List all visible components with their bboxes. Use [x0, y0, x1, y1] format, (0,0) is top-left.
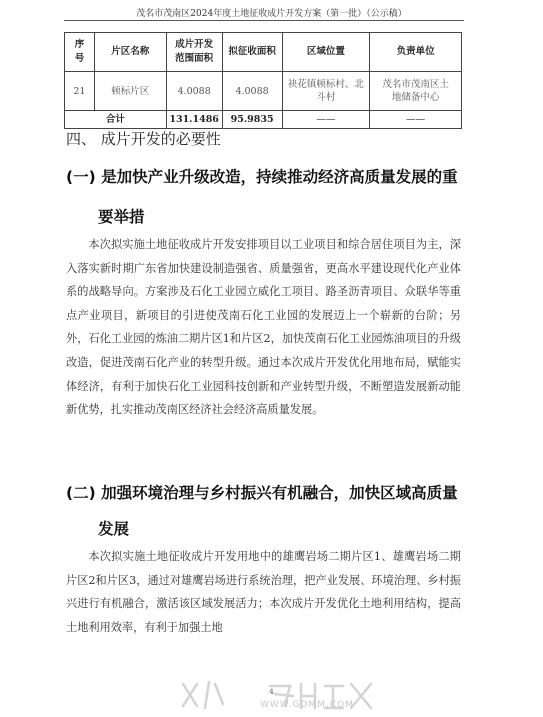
watermark-text: WWW.GDMM.COM	[260, 700, 354, 710]
header-cell: 负责单位	[370, 33, 462, 72]
total-location: ——	[282, 111, 370, 129]
cell-unit: 茂名市茂南区土 地储备中心	[370, 72, 462, 111]
header-cell: 拟征收面积	[222, 33, 282, 72]
subheading-2-cont: 发展	[98, 520, 130, 538]
header-cell: 片区名称	[94, 33, 166, 72]
section-heading: 四、 成片开发的必要性	[66, 130, 221, 148]
paragraph-2: 本次拟实施土地征收成片开发用地中的雄鹰岩场二期片区1、雄鹰岩场二期片区2和片区3，通过对雄鹰岩场进行系统治理，把产业发展、环境治理、乡村振兴进行有机融合，激活该区域发展活力；本次成片开发优化土地利用结构，提高土地利用效率，有利于加强土地	[66, 550, 461, 634]
cell-name: 顿标片区	[94, 72, 166, 111]
cell-area1: 4.0088	[166, 72, 222, 111]
total-label: 合计	[65, 111, 167, 129]
table-row	[65, 72, 462, 111]
cell-location: 袂花镇顿标村、北 斗村	[282, 72, 370, 111]
total-area1: 131.1486	[166, 111, 222, 129]
watermark-logo	[175, 676, 395, 716]
subheading-2: (二) 加强环境治理与乡村振兴有机融合，加快区域高质量	[66, 484, 458, 502]
header-cell: 区域位置	[282, 33, 370, 72]
table-total-row	[65, 111, 462, 129]
land-table	[64, 32, 462, 129]
cell-area2: 4.0088	[222, 72, 282, 111]
paragraph-1: 本次拟实施土地征收成片开发安排项目以工业项目和综合居住项目为主，深入落实新时期广东省加快建设制造强省、质量强省，更高水平建设现代化产业体系的战略导向。方案涉及石化工业园立威化工项目、路圣沥青项目、众联华等重点产业项目，新项目的引进使茂南石化工业园的发展迈上一个崭新的台阶；另外，石化工业园的炼油二期片区1和片区2，加快茂南石化工业园炼油项目的升级改造，促进茂南石化产业的转型升级。通过本次成片开发优化用地布局，赋能实体经济，有利于加快石化工业园科技创新和产业转型升级，不断塑造发展新动能新优势，扎实推动茂南区经济社会经济高质量发展。	[66, 238, 461, 417]
cell-index: 21	[65, 72, 95, 111]
header-cell: 成片开发 范围面积	[166, 33, 222, 72]
subheading-1: (一) 是加快产业升级改造，持续推动经济高质量发展的重	[66, 168, 458, 186]
subheading-1-cont: 要举措	[98, 208, 145, 226]
header-rule	[64, 20, 464, 21]
header-cell: 序 号	[65, 33, 95, 72]
page-number: 4	[269, 688, 274, 696]
table-header-row	[65, 33, 462, 72]
total-unit: ——	[370, 111, 462, 129]
document-header: 茂名市茂南区2024年度土地征收成片开发方案（第一批）（公示稿）	[136, 9, 407, 19]
total-area2: 95.9835	[222, 111, 282, 129]
